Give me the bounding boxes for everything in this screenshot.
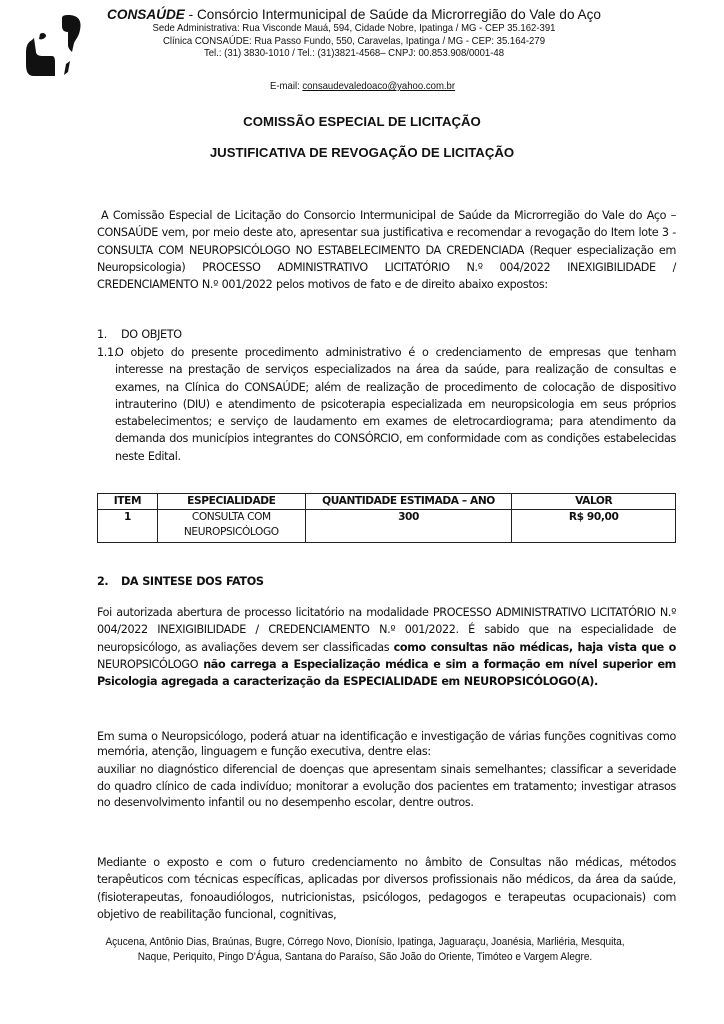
admin-address: Sede Administrativa: Rua Visconde Mauá, 594, Cidade Nobre, Ipatinga / MG - CEP 35.162-391 [152,23,556,34]
items-table [97,493,676,543]
email-link[interactable]: consaudevaledoaco@yahoo.com.br [302,81,456,92]
section-1-heading: 1. DO OBJETO [97,328,182,341]
letterhead [104,6,604,61]
commission-title: COMISSÃO ESPECIAL DE LICITAÇÃO [243,114,481,129]
table-row [98,510,676,543]
letterhead-title: CONSAÚDE - Consórcio Intermunicipal de Saúde da Microrregião do Vale do Aço [107,7,601,22]
clause-number: 1.1. [97,346,117,359]
table-header-row [98,494,676,510]
footer-municipalities: Açucena, Antônio Dias, Braúnas, Bugre, Córrego Novo, Dionísio, Ipatinga, Jaguaraçu, Joanésia, Marliéria, Mesquita, Naque, Periquito, Pingo D'Água, Santana do Paraíso, São João do Oriente, Timóteo e Vargem Alegre. [105,936,625,963]
cell-quantidade: 300 [305,510,512,543]
header-quantidade: QUANTIDADE ESTIMADA – ANO [305,494,512,510]
cell-valor: R$ 90,00 [512,510,676,543]
clinic-address: Clínica CONSAÚDE: Rua Passo Fundo, 550, Caravelas, Ipatinga / MG - CEP: 35.164-279 [162,35,546,47]
brand-name: CONSAÚDE [107,7,185,22]
header-especialidade: ESPECIALIDADE [157,494,305,510]
section-2-paragraph-1: Foi autorizada abertura de processo licitatório na modalidade PROCESSO ADMINISTRATIVO LICITATÓRIO N.º 004/2022 INEXIGIBILIDADE / CREDENCIAMENTO N.º 001/2022. É sabido que na especialidade de neuropsicólogo, as avaliações devem ser classificadas como consultas não médicas, haja vista que o NEUROPSICÓLOGO não carrega a Especialização médica e sim a formação em nível superior em Psicologia agregada a caracterização da ESPECIALIDADE em NEUROPSICÓLOGO(A). [97,606,676,689]
section-2-paragraph-2: Em suma o Neuropsicólogo, poderá atuar na identificação e investigação de várias funções cognitivas como memória, atenção, linguagem e função executiva, dentre elas: [97,730,676,759]
document-title: JUSTIFICATIVA DE REVOGAÇÃO DE LICITAÇÃO [209,145,515,160]
consaude-logo-icon [22,12,82,78]
section-2-paragraph-3: auxiliar no diagnóstico diferencial de doenças que apresentam sinais semelhantes; classificar a severidade do quadro clínico de cada indivíduo; monitorar a evolução dos pacientes em tratamento; investigar atrasos no desenvolvimento infantil ou no desempenho escolar, dentre outros. [97,763,676,810]
section-1-1-paragraph: 1.1. O objeto do presente procedimento administrativo é o credenciamento de empresas que tenham interesse na prestação de serviços especializados na área da saúde, para realização de consultas e exames, na Clínica do CONSAÚDE; além de realização de procedimento de colocação de dispositivo intrauterino (DIU) e atendimento de psicoterapia especializada em neuropsicologia em seus próprios estabelecimentos; e serviço de laudamento em exames de eletrocardiograma; para atendimento da demanda dos municípios integrantes do CONSÓRCIO, em conformidade com as condições estabelecidas neste Edital. [97,346,676,463]
contact-email: E-mail: consaudevaledoaco@yahoo.com.br [270,81,456,92]
section-2-heading: 2. DA SINTESE DOS FATOS [97,575,264,588]
header-item: ITEM [98,494,158,510]
cell-especialidade: CONSULTA COM NEUROPSICÓLOGO [157,510,305,543]
contact-phones: Tel.: (31) 3830-1010 / Tel.: (31)3821-4568– CNPJ: 00.853.908/0001-48 [203,48,505,60]
section-2-paragraph-4: Mediante o exposto e com o futuro credenciamento no âmbito de Consultas não médicas, métodos terapêuticos com técnicas específicas, aplicadas por diversos profissionais não médicos, da área da saúde, (fisioterapeutas, fonoaudiólogos, nutricionistas, psicólogos, pedagogos e terapeutas ocupacionais) com objetivo de reabilitação funcional, cognitivas, [97,856,676,921]
header-valor: VALOR [512,494,676,510]
intro-paragraph: A Comissão Especial de Licitação do Consorcio Intermunicipal de Saúde da Microrregião do Vale do Aço – CONSAÚDE vem, por meio deste ato, apresentar sua justificativa e recomendar a revogação do Item lote 3 - CONSULTA COM NEUROPSICÓLOGO NO ESTABELECIMENTO DA CREDENCIADA (Requer especialização em Neuropsicologia) PROCESSO ADMINISTRATIVO LICITATÓRIO N.º 004/2022 INEXIGIBILIDADE / CREDENCIAMENTO N.º 001/2022 pelos motivos de fato e de direito abaixo expostos: [97,209,676,292]
cell-item: 1 [98,510,158,543]
organization-name: Consórcio Intermunicipal de Saúde da Microrregião do Vale do Aço [196,7,601,22]
